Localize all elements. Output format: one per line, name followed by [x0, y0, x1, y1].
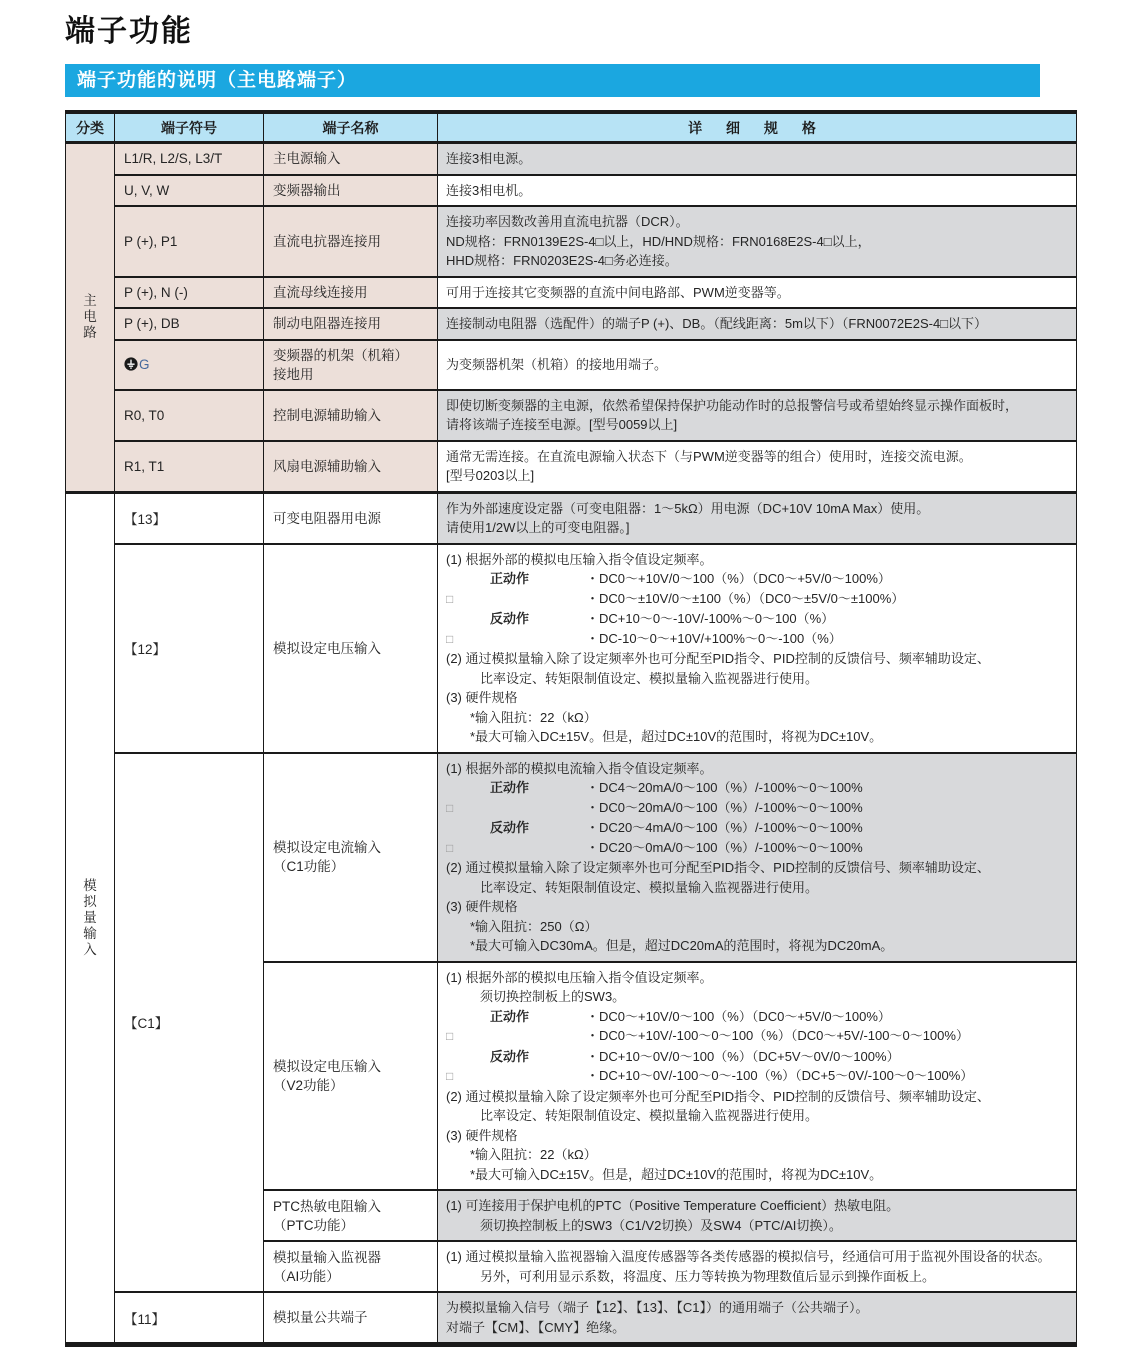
- terminal-symbol-label: 【11】: [124, 1311, 166, 1327]
- spec-line: [446, 669, 1070, 689]
- terminal-name-line: 模拟设定电流输入: [273, 840, 381, 855]
- spec-line-text: (1) 根据外部的模拟电流输入指令值设定频率。: [446, 760, 713, 776]
- terminal-name-cell: [264, 753, 438, 962]
- spec-line-text: 对端子【CM】、【CMY】绝缘。: [446, 1319, 626, 1335]
- spec-line-text: 可用于连接其它变频器的直流中间电路部、PWM逆变器等。: [446, 284, 790, 300]
- spec-line: [446, 1298, 1070, 1318]
- spec-cell: [438, 340, 1077, 390]
- spec-line-text: 即使切断变频器的主电源，依然希望保持保护功能动作时的总报警信号或希望始终显示操作面板时，: [446, 397, 1019, 413]
- spec-line: [446, 466, 1070, 486]
- terminal-symbol-cell: [115, 340, 264, 390]
- spec-line: [446, 232, 1070, 252]
- terminal-symbol-cell: [115, 308, 264, 340]
- spec-cell: [438, 390, 1077, 441]
- spec-line-text: (3) 硬件规格: [446, 690, 518, 705]
- terminal-name-cell: [264, 962, 438, 1191]
- spec-cell: [438, 753, 1077, 962]
- terminal-symbol-label: L1/R, L2/S, L3/T: [124, 151, 223, 167]
- earth-ground-icon: [124, 357, 138, 371]
- spec-line-text: ・DC-10～0～+10V/+100%～0～-100（%）: [586, 630, 842, 646]
- terminal-symbol-label: P (+), P1: [124, 233, 178, 249]
- spec-line-text: ・DC+10～0V/-100～0～-100（%）（DC+5～0V/-100～0～100%）: [586, 1068, 974, 1083]
- spec-cell: [438, 492, 1077, 544]
- terminal-name-line: 直流电抗器连接用: [273, 233, 381, 249]
- spec-line-text: (2) 通过模拟量输入除了设定频率外也可分配至PID指令、PID控制的反馈信号、频率辅助设定、: [446, 651, 990, 666]
- terminal-name-line: 主电源输入: [273, 151, 341, 167]
- spec-line-text: (1) 通过模拟量输入监视器输入温度传感器等各类传感器的模拟信号，经通信可用于监视外围设备的状态。: [446, 1249, 1051, 1264]
- spec-line: [446, 447, 1070, 467]
- terminal-symbol-cell: [115, 492, 264, 544]
- spec-line: [446, 589, 1070, 610]
- spec-line: [446, 499, 1070, 519]
- terminal-symbol-label: 【12】: [124, 642, 167, 657]
- spec-line-text: 通常无需连接。在直流电源输入状态下（与PWM逆变器等的组合）使用时，连接交流电源。: [446, 448, 972, 464]
- table-row: [66, 277, 1077, 309]
- terminal-name-line: （V2功能）: [273, 1077, 344, 1093]
- terminal-symbol-cell: [115, 206, 264, 277]
- spec-line-text: (3) 硬件规格: [446, 899, 518, 914]
- spec-line: [446, 649, 1070, 669]
- terminal-name-line: 模拟量公共端子: [273, 1310, 368, 1325]
- terminal-name-line: PTC热敏电阻输入: [273, 1198, 381, 1214]
- terminal-symbol-cell: [115, 277, 264, 309]
- table-header: [66, 112, 1077, 143]
- terminal-name-line: 直流母线连接用: [273, 284, 368, 300]
- spec-line-text: ・DC0～20mA/0～100（%）/-100%～0～100%: [586, 799, 863, 815]
- action-direction-label: 正动作: [490, 780, 530, 795]
- terminal-name-cell: [264, 206, 438, 277]
- terminal-name-line: 制动电阻器连接用: [273, 316, 381, 332]
- spec-cell: [438, 544, 1077, 753]
- terminal-symbol-cell: [115, 175, 264, 207]
- spec-line-text: *最大可输入DC30mA。但是，超过DC20mA的范围时，将视为DC20mA。: [470, 938, 894, 953]
- terminal-name-cell: [264, 441, 438, 493]
- spec-line-text: (1) 根据外部的模拟电压输入指令值设定频率。: [446, 969, 713, 985]
- spec-line: [446, 251, 1070, 271]
- terminal-name-line: 变频器输出: [273, 182, 341, 198]
- action-direction-label: 正动作: [490, 571, 530, 586]
- terminal-symbol-label: R0, T0: [124, 407, 165, 423]
- action-direction-label: 正动作: [490, 1008, 530, 1024]
- spec-line-text: 作为外部速度设定器（可变电阻器：1～5kΩ）用电源（DC+10V 10mA Max）使用。: [446, 500, 930, 516]
- spec-cell: [438, 175, 1077, 207]
- spec-line-text: 须切换控制板上的SW3。: [480, 989, 626, 1004]
- spec-line: [446, 759, 1070, 779]
- spec-line: [446, 917, 1070, 937]
- spec-line-text: 连接3相电源。: [446, 151, 532, 166]
- terminal-name-line: （C1功能）: [273, 859, 345, 874]
- spec-line: [446, 1106, 1070, 1126]
- table-row: [66, 544, 1077, 753]
- spec-line: [446, 355, 1070, 375]
- placeholder-box-glyph: □: [446, 631, 454, 646]
- terminal-symbol-cell: [115, 1292, 264, 1345]
- spec-line-text: ・DC0～±10V/0～±100（%）（DC0～±5V/0～±100%）: [586, 590, 905, 606]
- spec-line-text: *输入阻抗：22（kΩ）: [470, 709, 597, 725]
- spec-line-text: ・DC20～0mA/0～100（%）/-100%～0～100%: [586, 839, 863, 855]
- spec-line: [446, 149, 1070, 169]
- spec-line: [446, 609, 1070, 629]
- placeholder-box-glyph: □: [446, 800, 454, 815]
- spec-line-text: 请将该端子连接至电源。[型号0059以上]: [446, 417, 678, 432]
- action-direction-label: 反动作: [490, 820, 530, 835]
- spec-line-text: (1) 根据外部的模拟电压输入指令值设定频率。: [446, 551, 713, 567]
- table-row: [66, 340, 1077, 390]
- spec-line: [446, 550, 1070, 570]
- category-label: 主 电 路: [83, 293, 97, 341]
- page-title: 端子功能: [65, 15, 193, 48]
- spec-line-text: ND规格：FRN0139E2S-4□以上，HD/HND规格：FRN0168E2S-4□以上，: [446, 233, 871, 249]
- terminal-name-cell: [264, 1190, 438, 1241]
- terminal-name-line: 风扇电源辅助输入: [273, 458, 381, 474]
- terminal-name-line: 模拟量输入监视器: [273, 1249, 381, 1265]
- placeholder-box-glyph: □: [446, 840, 454, 855]
- table-row: [66, 143, 1077, 175]
- spec-line-text: 为模拟量输入信号（端子【12】、【13】、【C1】）的通用端子（公共端子）。: [446, 1300, 869, 1315]
- table-row: [66, 492, 1077, 544]
- spec-line-text: (2) 通过模拟量输入除了设定频率外也可分配至PID指令、PID控制的反馈信号、频率辅助设定、: [446, 1088, 990, 1104]
- terminal-name-line: 模拟设定电压输入: [273, 1058, 381, 1074]
- terminal-name-cell: [264, 544, 438, 753]
- spec-line: [446, 727, 1070, 747]
- spec-line: [446, 688, 1070, 708]
- terminal-symbol-label: P (+), DB: [124, 316, 180, 332]
- table-row: [66, 1292, 1077, 1345]
- spec-line: [446, 936, 1070, 956]
- spec-line: [446, 1026, 1070, 1047]
- spec-line: [446, 212, 1070, 232]
- terminal-symbol-label: P (+), N (-): [124, 284, 188, 300]
- spec-line-text: ・DC0～+10V/-100～0～100（%）（DC0～+5V/-100～0～100%）: [586, 1028, 969, 1043]
- terminal-name-cell: [264, 175, 438, 207]
- terminal-name-cell: [264, 277, 438, 309]
- spec-line-text: ・DC20～4mA/0～100（%）/-100%～0～100%: [586, 820, 863, 835]
- terminal-name-line: （PTC功能）: [273, 1217, 354, 1233]
- spec-line-text: *最大可输入DC±15V。但是，超过DC±10V的范围时，将视为DC±10V。: [470, 1166, 883, 1182]
- spec-line: [446, 987, 1070, 1007]
- spec-line-text: 另外，可利用显示系数，将温度、压力等转换为物理数值后显示到操作面板上。: [480, 1268, 936, 1284]
- spec-line: [446, 1066, 1070, 1087]
- terminal-name-cell: [264, 1241, 438, 1292]
- spec-line-text: 比率设定、转矩限制值设定、模拟量输入监视器进行使用。: [480, 1108, 819, 1123]
- header-row: [66, 112, 1077, 143]
- table-row: [66, 441, 1077, 493]
- spec-line-text: ・DC4～20mA/0～100（%）/-100%～0～100%: [586, 780, 863, 795]
- spec-cell: [438, 1292, 1077, 1345]
- terminal-name-line: 模拟设定电压输入: [273, 640, 381, 656]
- terminal-symbol-label: R1, T1: [124, 458, 165, 474]
- spec-line-text: *输入阻抗：250（Ω）: [470, 918, 598, 934]
- terminal-symbol-cell: [115, 753, 264, 1293]
- column-header-terminal-symbol: 端子符号: [115, 112, 264, 143]
- spec-line: [446, 1267, 1070, 1287]
- terminal-symbol-cell: [115, 441, 264, 493]
- spec-line: [446, 1196, 1070, 1216]
- terminal-name-cell: [264, 308, 438, 340]
- spec-line-text: ・DC0～+10V/0～100（%）（DC0～+5V/0～100%）: [586, 1008, 891, 1024]
- action-direction-label: 反动作: [490, 1048, 530, 1064]
- spec-line-text: (3) 硬件规格: [446, 1127, 518, 1143]
- spec-cell: [438, 1190, 1077, 1241]
- table-row: [66, 308, 1077, 340]
- section-header-title: 端子功能的说明（主电路端子）: [77, 70, 358, 91]
- terminal-symbol-cell: [115, 544, 264, 753]
- spec-cell: [438, 143, 1077, 175]
- column-header-detail-spec: 详 细 规 格: [438, 112, 1077, 143]
- spec-line: [446, 1087, 1070, 1107]
- terminal-name-cell: [264, 340, 438, 390]
- spec-line: [446, 518, 1070, 538]
- spec-line-text: ・DC0～+10V/0～100（%）（DC0～+5V/0～100%）: [586, 571, 891, 586]
- spec-line-text: (2) 通过模拟量输入除了设定频率外也可分配至PID指令、PID控制的反馈信号、频率辅助设定、: [446, 860, 990, 875]
- spec-line: [446, 968, 1070, 988]
- spec-line: [446, 1216, 1070, 1236]
- ground-terminal-label: G: [139, 357, 150, 372]
- spec-line: [446, 181, 1070, 201]
- spec-cell: [438, 1241, 1077, 1292]
- spec-line: [446, 818, 1070, 838]
- spec-line: [446, 629, 1070, 650]
- terminal-name-line: 接地用: [273, 366, 314, 382]
- spec-line: [446, 897, 1070, 917]
- spec-line: [446, 396, 1070, 416]
- spec-line: [446, 1318, 1070, 1338]
- spec-line-text: 连接制动电阻器（选配件）的端子P (+)、DB。（配线距离：5m以下）（FRN0072E2S-4□以下）: [446, 316, 988, 331]
- category-label: 模 拟 量 输 入: [83, 877, 97, 957]
- terminal-name-line: 变频器的机架（机箱）: [273, 347, 408, 363]
- spec-line: [446, 314, 1070, 334]
- terminal-symbol-label: 【C1】: [124, 1016, 169, 1032]
- spec-line-text: ・DC+10～0V/0～100（%）（DC+5V～0V/0～100%）: [586, 1048, 900, 1064]
- spec-cell: [438, 206, 1077, 277]
- spec-line: [446, 708, 1070, 728]
- terminal-name-cell: [264, 390, 438, 441]
- spec-line: [446, 1145, 1070, 1165]
- terminal-name-cell: [264, 143, 438, 175]
- terminal-name-cell: [264, 1292, 438, 1345]
- category-cell: [66, 143, 115, 493]
- spec-line: [446, 1247, 1070, 1267]
- terminal-symbol-label: 【13】: [124, 512, 167, 527]
- spec-line: [446, 569, 1070, 589]
- spec-line-text: (1) 可连接用于保护电机的PTC（Positive Temperature Coefficient）热敏电阻。: [446, 1198, 900, 1213]
- column-header-terminal-name: 端子名称: [264, 112, 438, 143]
- spec-cell: [438, 441, 1077, 493]
- action-direction-label: 反动作: [490, 611, 530, 626]
- table-row: [66, 390, 1077, 441]
- terminal-name-line: 控制电源辅助输入: [273, 407, 381, 423]
- spec-line: [446, 415, 1070, 435]
- placeholder-box-glyph: □: [446, 1029, 454, 1043]
- category-cell: [66, 492, 115, 1345]
- spec-line-text: 比率设定、转矩限制值设定、模拟量输入监视器进行使用。: [480, 879, 819, 895]
- spec-line-text: *最大可输入DC±15V。但是，超过DC±10V的范围时，将视为DC±10V。: [470, 729, 883, 744]
- terminal-spec-table: [65, 110, 1077, 1347]
- spec-line: [446, 1126, 1070, 1146]
- spec-line: [446, 1047, 1070, 1067]
- spec-line: [446, 778, 1070, 798]
- spec-line-text: ・DC+10～0～-10V/-100%～0～100（%）: [586, 611, 835, 626]
- placeholder-box-glyph: □: [446, 591, 454, 606]
- spec-line: [446, 798, 1070, 819]
- spec-line-text: 比率设定、转矩限制值设定、模拟量输入监视器进行使用。: [480, 670, 819, 686]
- spec-line: [446, 283, 1070, 303]
- terminal-name-line: （AI功能）: [273, 1268, 340, 1284]
- terminal-symbol-label: U, V, W: [124, 182, 170, 198]
- column-header-category: 分类: [66, 112, 115, 143]
- spec-line-text: 为变频器机架（机箱）的接地用端子。: [446, 356, 668, 372]
- spec-line-text: 连接功率因数改善用直流电抗器（DCR）。: [446, 214, 689, 229]
- terminal-symbol-cell: [115, 390, 264, 441]
- spec-line-text: 请使用1/2W以上的可变电阻器。]: [446, 520, 630, 535]
- table-row: [66, 753, 1077, 962]
- terminal-symbol-cell: [115, 143, 264, 175]
- spec-line-text: HHD规格：FRN0203E2S-4□务必连接。: [446, 253, 678, 268]
- spec-line: [446, 838, 1070, 859]
- spec-line: [446, 858, 1070, 878]
- section-header-bar: [65, 64, 1040, 97]
- spec-line-text: 连接3相电机。: [446, 182, 532, 198]
- spec-cell: [438, 277, 1077, 309]
- table-row: [66, 206, 1077, 277]
- terminal-name-line: 可变电阻器用电源: [273, 510, 381, 526]
- spec-cell: [438, 308, 1077, 340]
- spec-line-text: 须切换控制板上的SW3（C1/V2切换）及SW4（PTC/AI切换）。: [480, 1217, 842, 1233]
- spec-cell: [438, 962, 1077, 1191]
- terminal-name-cell: [264, 492, 438, 544]
- table-row: [66, 175, 1077, 207]
- spec-line: [446, 1007, 1070, 1027]
- table-body: [66, 143, 1077, 1345]
- placeholder-box-glyph: □: [446, 1069, 454, 1083]
- spec-line-text: [型号0203以上]: [446, 468, 535, 483]
- spec-line-text: *输入阻抗：22（kΩ）: [470, 1147, 597, 1162]
- spec-line: [446, 878, 1070, 898]
- spec-line: [446, 1165, 1070, 1185]
